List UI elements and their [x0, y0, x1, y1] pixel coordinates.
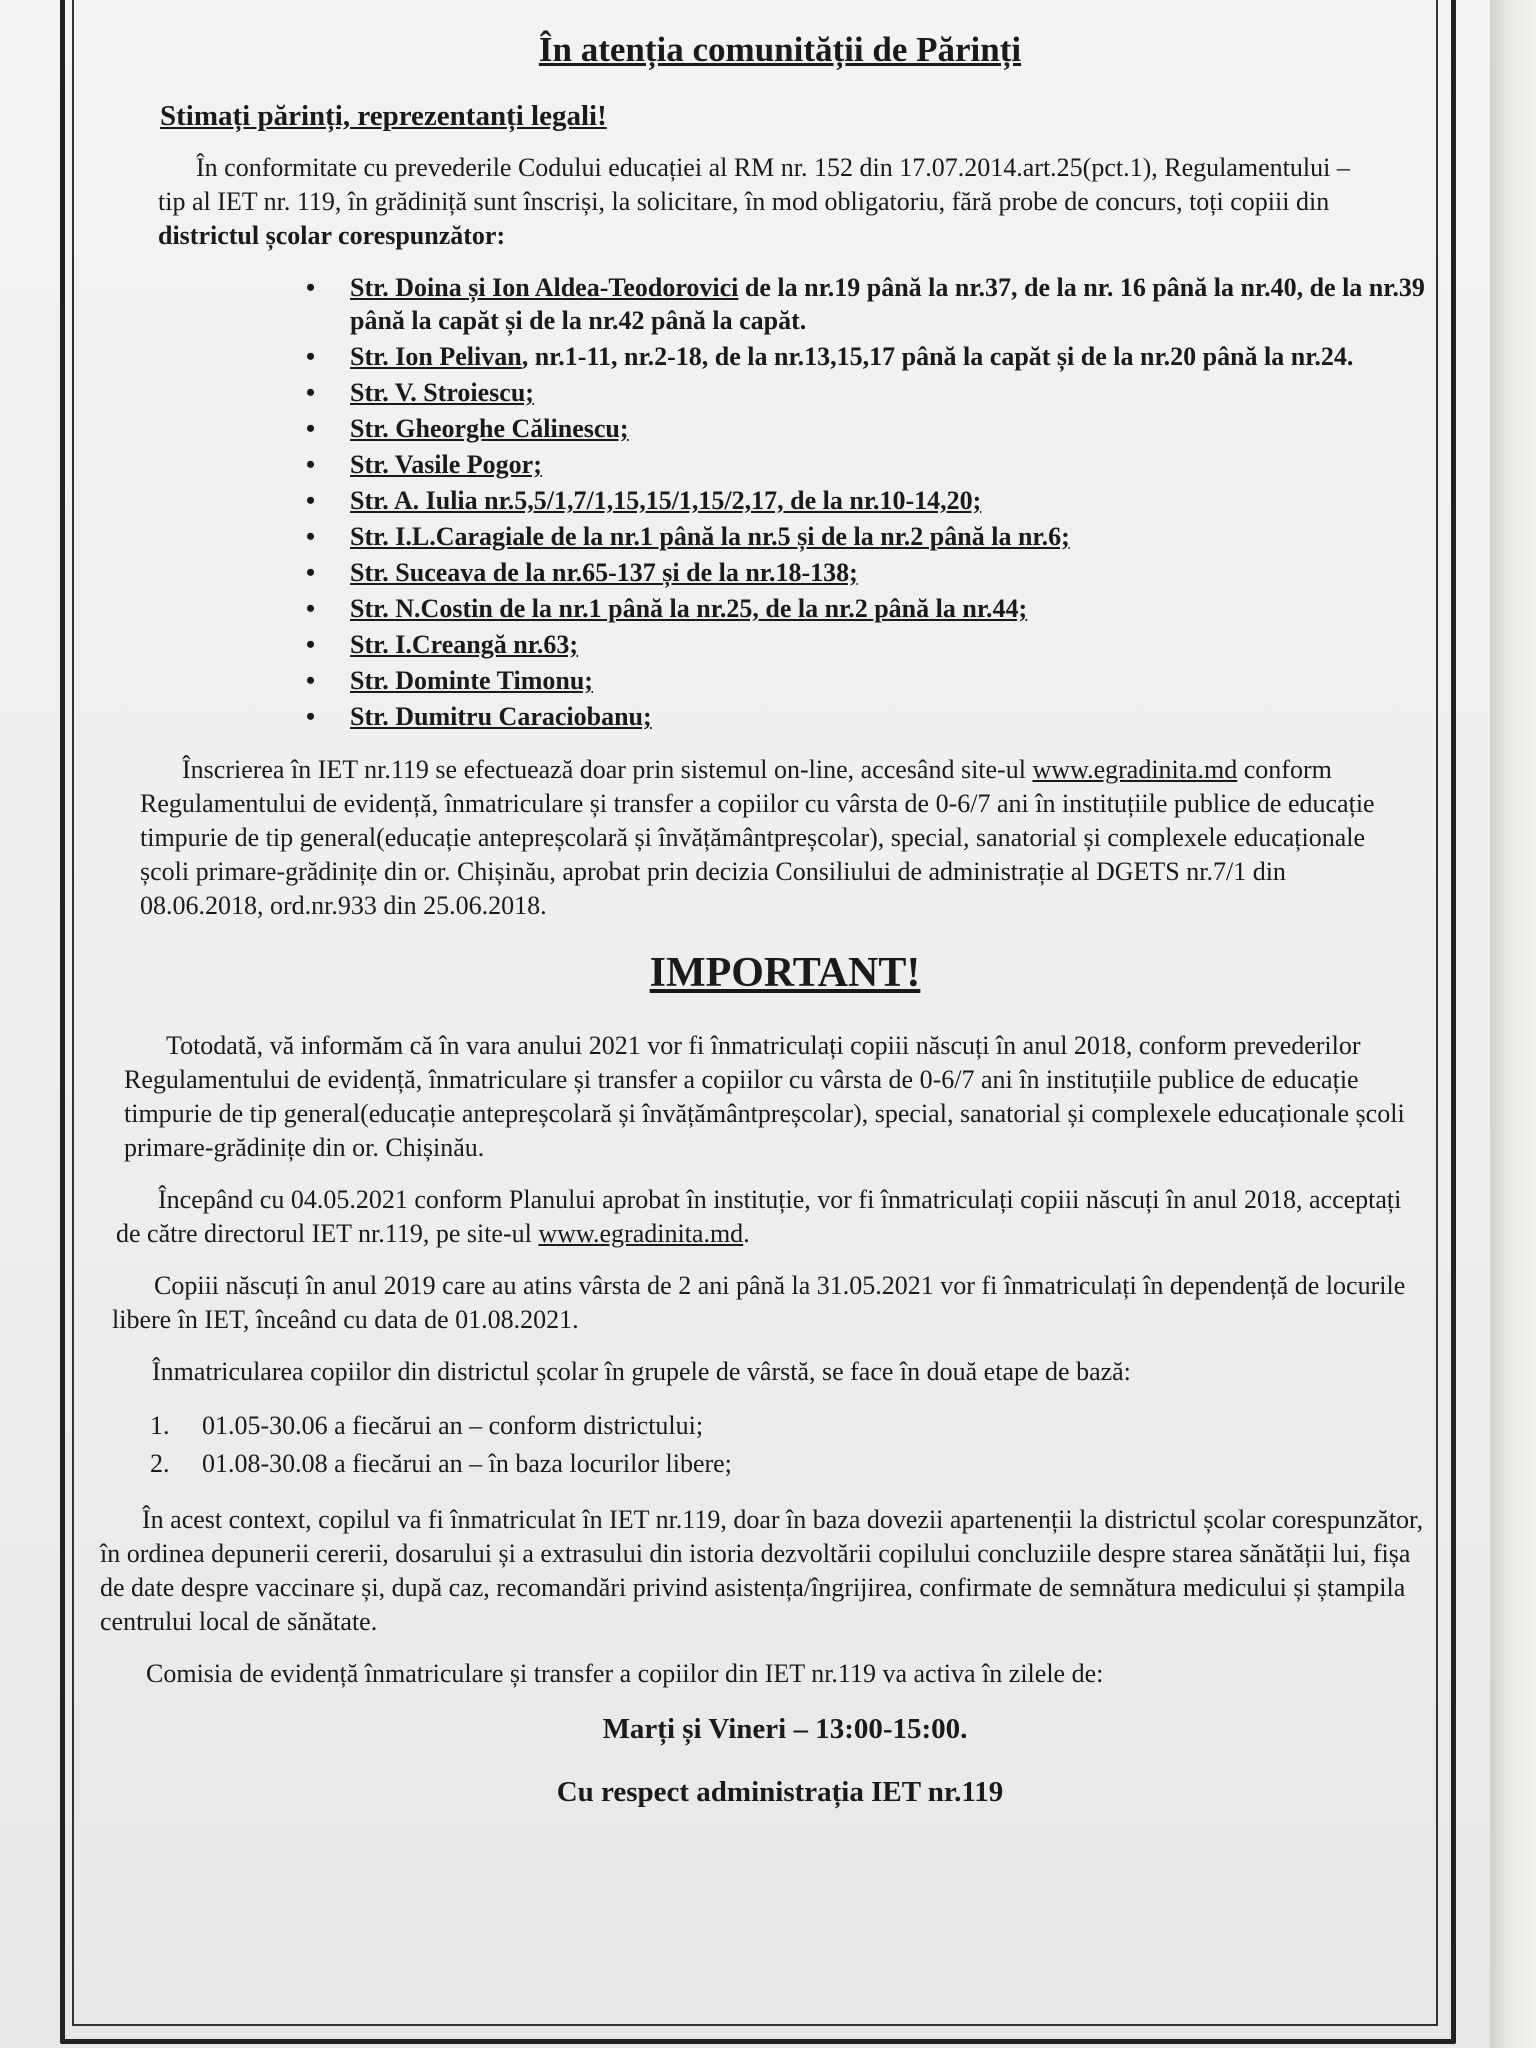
bullet-icon: • — [306, 594, 316, 623]
street-name: Str. Dominte Timonu; — [350, 666, 593, 695]
intro-bold: districtul școlar corespunzător: — [158, 221, 506, 250]
street-name: Str. Suceava de la nr.65-137 și de la nr.18-138; — [350, 558, 858, 587]
list-item — [306, 628, 1480, 661]
street-name: Str. I.Creangă nr.63; — [350, 630, 579, 659]
list-item — [306, 412, 1480, 445]
egradinita-link[interactable]: www.egradinita.md — [1032, 755, 1238, 784]
paragraph-2019: Copiii născuți în anul 2019 care au atins vârsta de 2 ani până la 31.05.2021 vor fi înmatriculați în dependență de locurile libere în IET, înceând cu data de 01.08.2021. — [112, 1271, 1406, 1334]
intro-text: În conformitate cu prevederile Codului educației al RM nr. 152 din 17.07.2014.art.25(pct.1), Regulamentului – tip al IET nr. 119, în grădiniță sunt înscriși, la solicitare, în mod obligatoriu, fără probe de concurs, toți copiii din — [158, 153, 1350, 216]
intro-paragraph — [158, 151, 1368, 253]
bullet-icon: • — [306, 522, 316, 551]
street-name: Str. A. Iulia nr.5,5/1,7/1,15,15/1,15/2,17, de la nr.10-14,20; — [350, 486, 982, 515]
bullet-icon: • — [306, 273, 316, 302]
background-edge — [1490, 0, 1536, 2048]
registration-before: Înscrierea în IET nr.119 se efectuează doar prin sistemul on-line, accesând site-ul — [182, 755, 1033, 784]
stage-text: 01.05-30.06 a fiecărui an – conform districtului; — [202, 1411, 704, 1440]
stage-text: 01.08-30.08 a fiecărui an – în baza locurilor libere; — [202, 1449, 732, 1478]
bullet-icon: • — [306, 630, 316, 659]
street-name: Str. Ion Pelivan — [350, 342, 522, 371]
start-after: . — [743, 1219, 750, 1248]
list-item — [306, 664, 1480, 697]
bullet-icon: • — [306, 666, 316, 695]
street-name: Str. V. Stroiescu; — [350, 378, 534, 407]
list-item — [306, 700, 1480, 733]
list-item — [306, 592, 1480, 625]
street-range: , nr.1-11, nr.2-18, de la nr.13,15,17 până la capăt și de la nr.20 până la nr.24. — [521, 342, 1354, 371]
street-range: de la nr.19 până la nr.37, de la nr. 16 până la nr.40, de la nr.39 până la capăt și de la nr.42 până la capăt. — [350, 273, 1425, 335]
street-list — [306, 271, 1480, 733]
registration-paragraph — [140, 753, 1380, 923]
stage-number: 1. — [150, 1411, 170, 1440]
bullet-icon: • — [306, 414, 316, 443]
list-item — [306, 448, 1480, 481]
street-name: Str. Dumitru Caraciobanu; — [350, 702, 652, 731]
street-name: Str. I.L.Caragiale de la nr.1 până la nr.5 și de la nr.2 până la nr.6; — [350, 522, 1070, 551]
street-name: Str. Vasile Pogor; — [350, 450, 542, 479]
paragraph-start-date — [116, 1183, 1416, 1251]
bullet-icon: • — [306, 558, 316, 587]
document-title: În atenția comunității de Părinți — [538, 30, 1022, 69]
schedule-line: Marți și Vineri – 13:00-15:00. — [602, 1713, 968, 1745]
registration-after: conform Regulamentului de evidență, înmatriculare și transfer a copiilor cu vârsta de 0-6/7 ani în instituțiile publice de educație timpurie de tip general(educație antepreșcolară și învățământpreșcolar), special, sanatorial și complexele educaționale școli primare-grădinițe din or. Chișinău, aprobat prin decizia Consiliului de administrație al DGETS nr.7/1 din 08.06.2018, ord.nr.933 din 25.06.2018. — [140, 755, 1375, 920]
street-name: Str. Gheorghe Călinescu; — [350, 414, 629, 443]
bullet-icon: • — [306, 486, 316, 515]
list-item — [150, 1407, 1420, 1445]
paragraph-context: În acest context, copilul va fi înmatriculat în IET nr.119, doar în baza dovezii apartenenții la districtul școlar corespunzător, în ordinea depunerii cererii, dosarului și a extrasului din istoria dezvoltării copilului concluziile despre starea sănătății lui, fișa de date despre vaccinare și, după caz, recomandări privind asistența/îngrijirea, confirmate de semnătura medicului și ștampila centrului local de sănătate. — [100, 1505, 1424, 1636]
important-heading: IMPORTANT! — [649, 950, 921, 996]
greeting: Stimați părinți, reprezentanți legali! — [160, 100, 607, 132]
stages-list — [150, 1407, 1420, 1483]
bullet-icon: • — [306, 450, 316, 479]
egradinita-link-2[interactable]: www.egradinita.md — [538, 1219, 744, 1248]
bullet-icon: • — [306, 342, 316, 371]
list-item — [306, 340, 1480, 373]
bullet-icon: • — [306, 378, 316, 407]
paragraph-stages: Înmatricularea copiilor din districtul școlar în grupele de vârstă, se face în două etape de bază: — [152, 1357, 1131, 1386]
document-body — [100, 22, 1425, 1809]
list-item — [306, 484, 1480, 517]
paragraph-commission: Comisia de evidență înmatriculare și transfer a copiilor din IET nr.119 va activa în zilele de: — [146, 1659, 1104, 1688]
street-name: Str. Doina și Ion Aldea-Teodorovici — [350, 273, 739, 302]
start-before: Începând cu 04.05.2021 conform Planului aprobat în instituție, vor fi înmatriculați copiii născuți în anul 2018, acceptați de către directorul IET nr.119, pe site-ul — [116, 1185, 1402, 1248]
stage-number: 2. — [150, 1449, 170, 1478]
list-item — [306, 376, 1480, 409]
bullet-icon: • — [306, 702, 316, 731]
signature-line: Cu respect administrația IET nr.119 — [556, 1776, 1004, 1808]
street-name: Str. N.Costin de la nr.1 până la nr.25, de la nr.2 până la nr.44; — [350, 594, 1028, 623]
paragraph-2018: Totodată, vă informăm că în vara anului 2021 vor fi înmatriculați copiii născuți în anul 2018, conform prevederilor Regulamentului de evidență, înmatriculare și transfer a copiilor cu vârsta de 0-6/7 ani în instituțiile publice de educație timpurie de tip general(educație antepreșcolară și învățământpreșcolar), special, sanatorial și complexele educaționale școli primare-grădinițe din or. Chișinău. — [124, 1031, 1405, 1162]
list-item — [306, 520, 1480, 553]
list-item — [150, 1445, 1420, 1483]
list-item — [306, 271, 1480, 337]
list-item — [306, 556, 1480, 589]
